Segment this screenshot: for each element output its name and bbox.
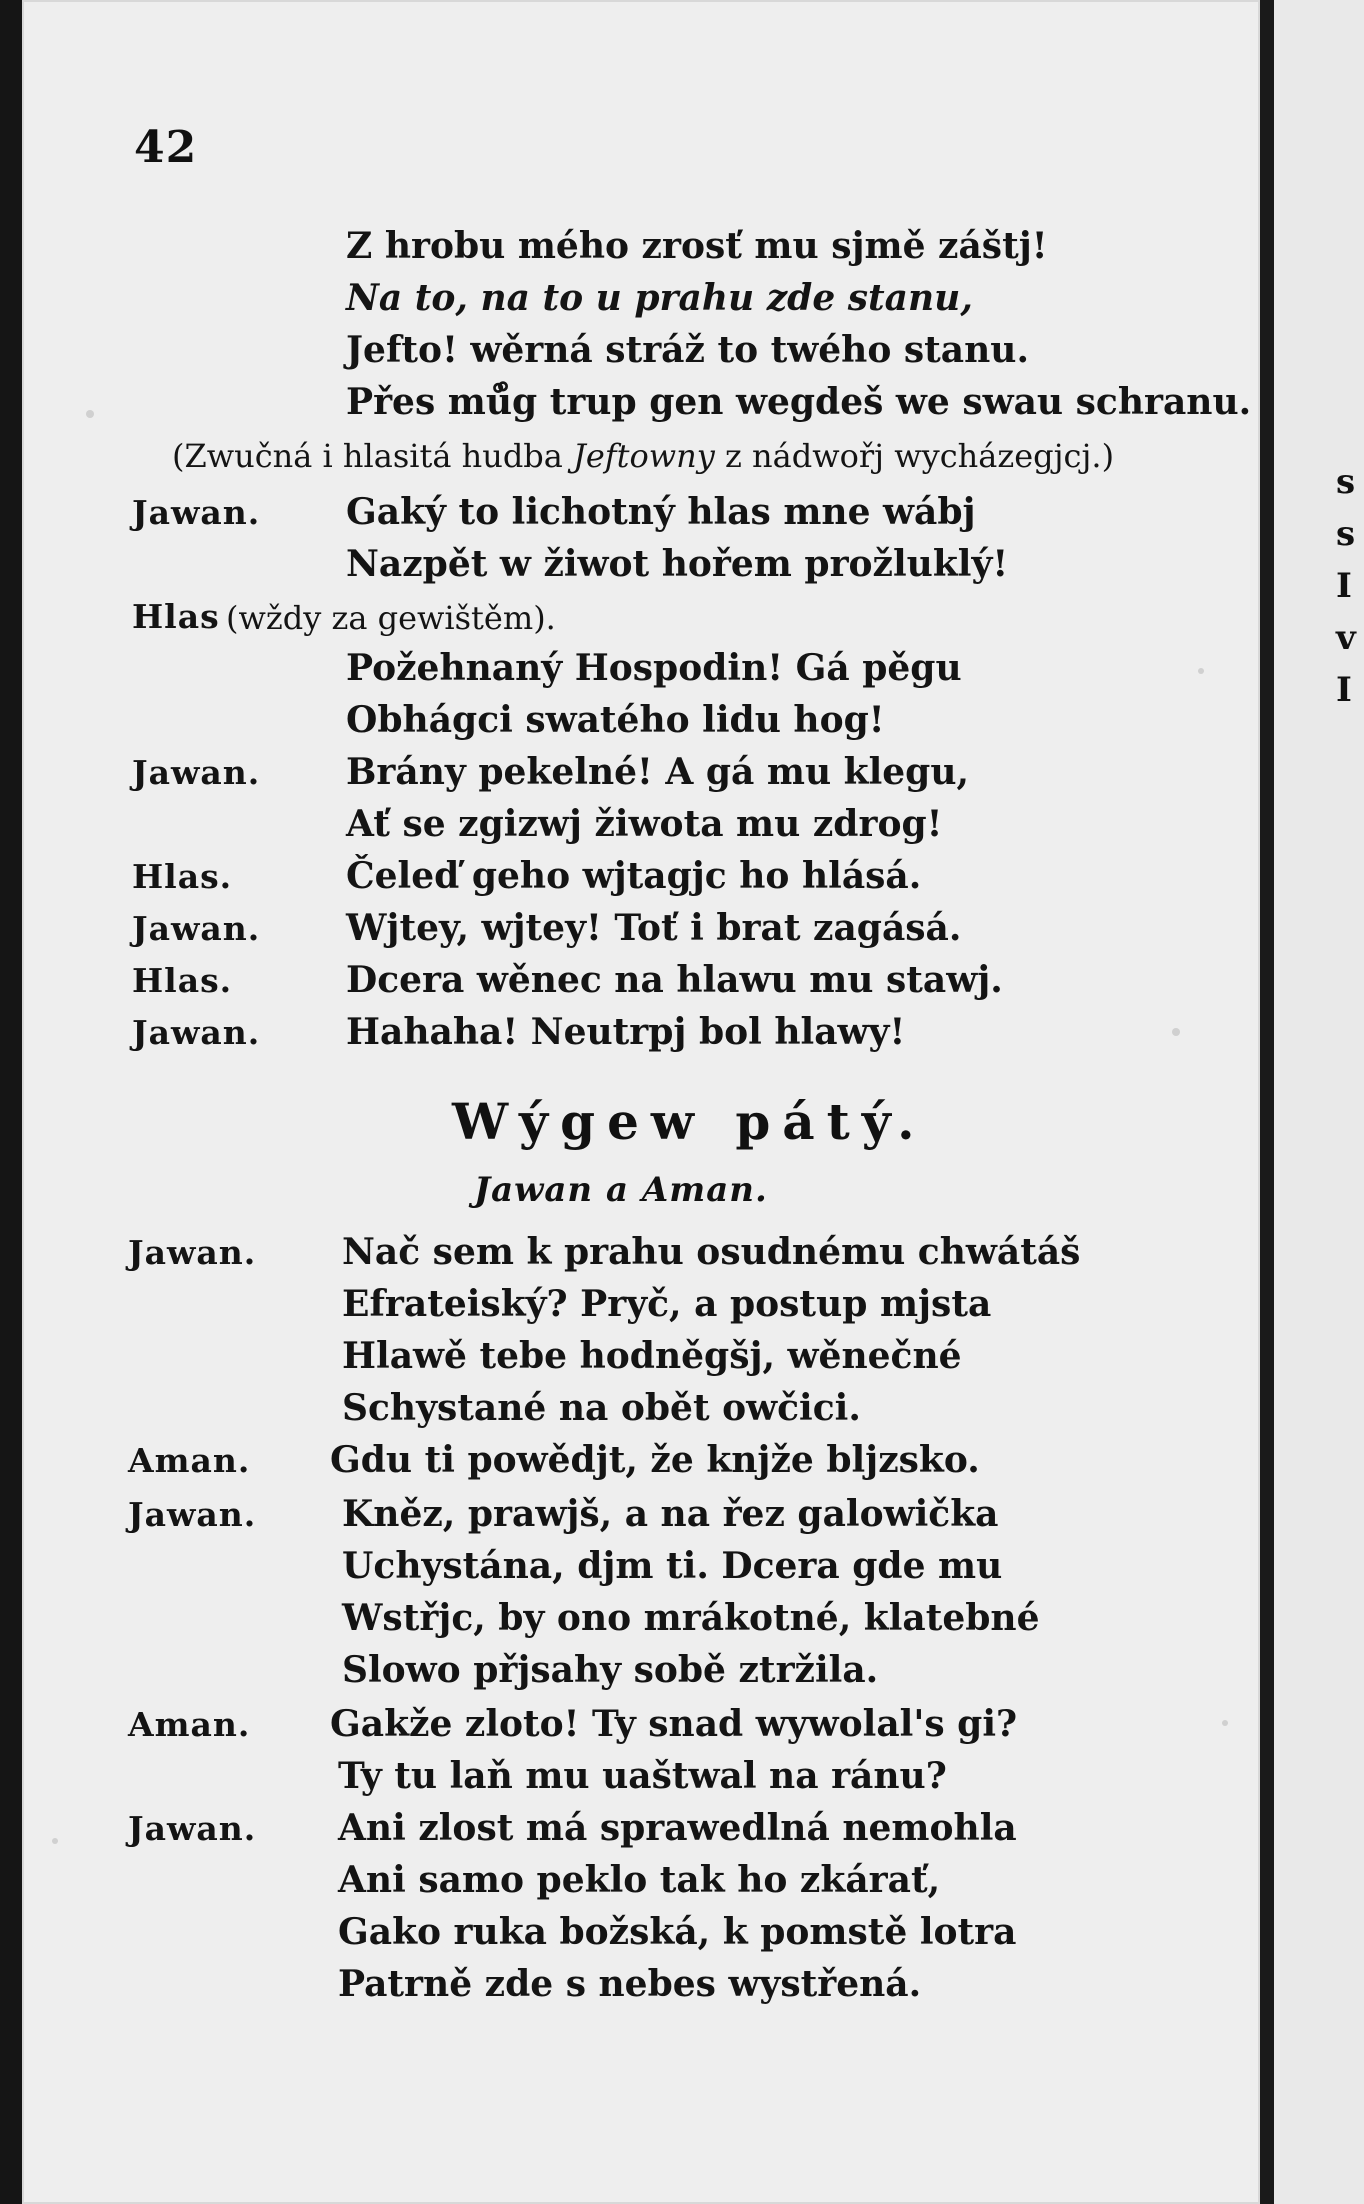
- dialogue-line: Gako ruka božská, k pomstě lotra: [338, 1911, 1017, 1953]
- paper-speck: [86, 410, 94, 418]
- dialogue-line: Uchystána, djm ti. Dcera gde mu: [342, 1545, 1003, 1587]
- page-gutter: [1260, 0, 1274, 2204]
- dialogue-line: Nazpět w žiwot hořem prožluklý!: [346, 543, 1009, 585]
- verse-line: Přes mů̊g trup gen wegdeš we swau schranu.: [346, 381, 1252, 423]
- dialogue-line: Ať se zgizwj žiwota mu zdrog!: [346, 803, 943, 845]
- paper-speck: [1172, 1028, 1180, 1036]
- stage-direction: [172, 437, 1115, 475]
- paper-speck: [1198, 668, 1204, 674]
- speaker-label: Jawan.: [132, 909, 261, 948]
- speaker-label: Jawan.: [128, 1495, 257, 1534]
- dialogue-line: Kněz, prawjš, a na řez galowička: [342, 1493, 999, 1535]
- dialogue-line: Gakže zloto! Ty snad wywolal's gi?: [330, 1703, 1018, 1745]
- dialogue-line: Ty tu laň mu uaštwal na ránu?: [338, 1755, 947, 1797]
- dialogue-line: Schystané na obět owčici.: [342, 1387, 861, 1429]
- stage-direction-pre: (Zwučná i hlasitá hudba: [172, 437, 563, 475]
- verse-line: Z hrobu mého zrosť mu sjmě záštj!: [346, 225, 1048, 267]
- stage-direction: (wždy za gewištěm).: [226, 599, 556, 637]
- dialogue-line: Gaký to lichotný hlas mne wábj: [346, 491, 976, 533]
- speaker-label: Jawan.: [128, 1809, 257, 1848]
- adjacent-page-edge: [1274, 0, 1364, 2204]
- dialogue-line: Hahaha! Neutrpj bol hlawy!: [346, 1011, 906, 1053]
- adjacent-page-fragment: s: [1336, 462, 1356, 502]
- dialogue-line: Ani samo peklo tak ho zkárať,: [338, 1859, 941, 1901]
- speaker-label: Jawan.: [132, 493, 261, 532]
- paper-speck: [1222, 1720, 1228, 1726]
- dialogue-line: Patrně zde s nebes wystřená.: [338, 1963, 922, 2005]
- dialogue-line: Gdu ti powědjt, že knjže bljzsko.: [330, 1439, 980, 1481]
- speaker-label: Aman.: [128, 1705, 251, 1744]
- dialogue-line: Obhágci swatého lidu hog!: [346, 699, 885, 741]
- speaker-label: Hlas: [132, 597, 220, 636]
- verse-line: Jefto! wěrná stráž to twého stanu.: [346, 329, 1029, 371]
- stage-direction-italic: Jeftowny: [573, 437, 715, 475]
- dialogue-line: Čeleď geho wjtagjc ho hlásá.: [346, 855, 922, 897]
- dialogue-line: Nač sem k prahu osudnému chwátáš: [342, 1231, 1081, 1273]
- adjacent-page-fragment: s: [1336, 514, 1356, 554]
- dialogue-line: Ani zlost má sprawedlná nemohla: [338, 1807, 1017, 1849]
- adjacent-page-fragment: I: [1336, 670, 1352, 710]
- dialogue-line: Wjtey, wjtey! Toť i brat zagásá.: [346, 907, 962, 949]
- dialogue-line: Brány pekelné! A gá mu klegu,: [346, 751, 970, 793]
- paper-speck: [52, 1838, 58, 1844]
- stage-direction-post: z nádwořj wycházegjcj.): [725, 437, 1115, 475]
- dialogue-line: Dcera wěnec na hlawu mu stawj.: [346, 959, 1003, 1001]
- speaker-label: Jawan.: [132, 1013, 261, 1052]
- scene-characters: Jawan a Aman.: [474, 1170, 768, 1210]
- book-page: [22, 0, 1260, 2204]
- dialogue-line: Hlawě tebe hodněgšj, wěnečné: [342, 1335, 962, 1377]
- speaker-label: Aman.: [128, 1441, 251, 1480]
- speaker-label: Jawan.: [128, 1233, 257, 1272]
- adjacent-page-fragment: I: [1336, 566, 1352, 606]
- dialogue-line: Slowo přjsahy sobě ztržila.: [342, 1649, 879, 1691]
- page-number: 42: [134, 122, 198, 173]
- speaker-label: Hlas.: [132, 961, 233, 1000]
- scene-title: Wýgew pátý.: [452, 1092, 927, 1151]
- adjacent-page-fragment: v: [1336, 618, 1356, 658]
- dialogue-line: Wstřjc, by ono mrákotné, klatebné: [342, 1597, 1040, 1639]
- speaker-label: Jawan.: [132, 753, 261, 792]
- dialogue-line: Efrateiský? Pryč, a postup mjsta: [342, 1283, 992, 1325]
- verse-line: Na to, na to u prahu zde stanu,: [346, 277, 973, 319]
- dialogue-line: Požehnaný Hospodin! Gá pěgu: [346, 647, 962, 689]
- speaker-label: Hlas.: [132, 857, 233, 896]
